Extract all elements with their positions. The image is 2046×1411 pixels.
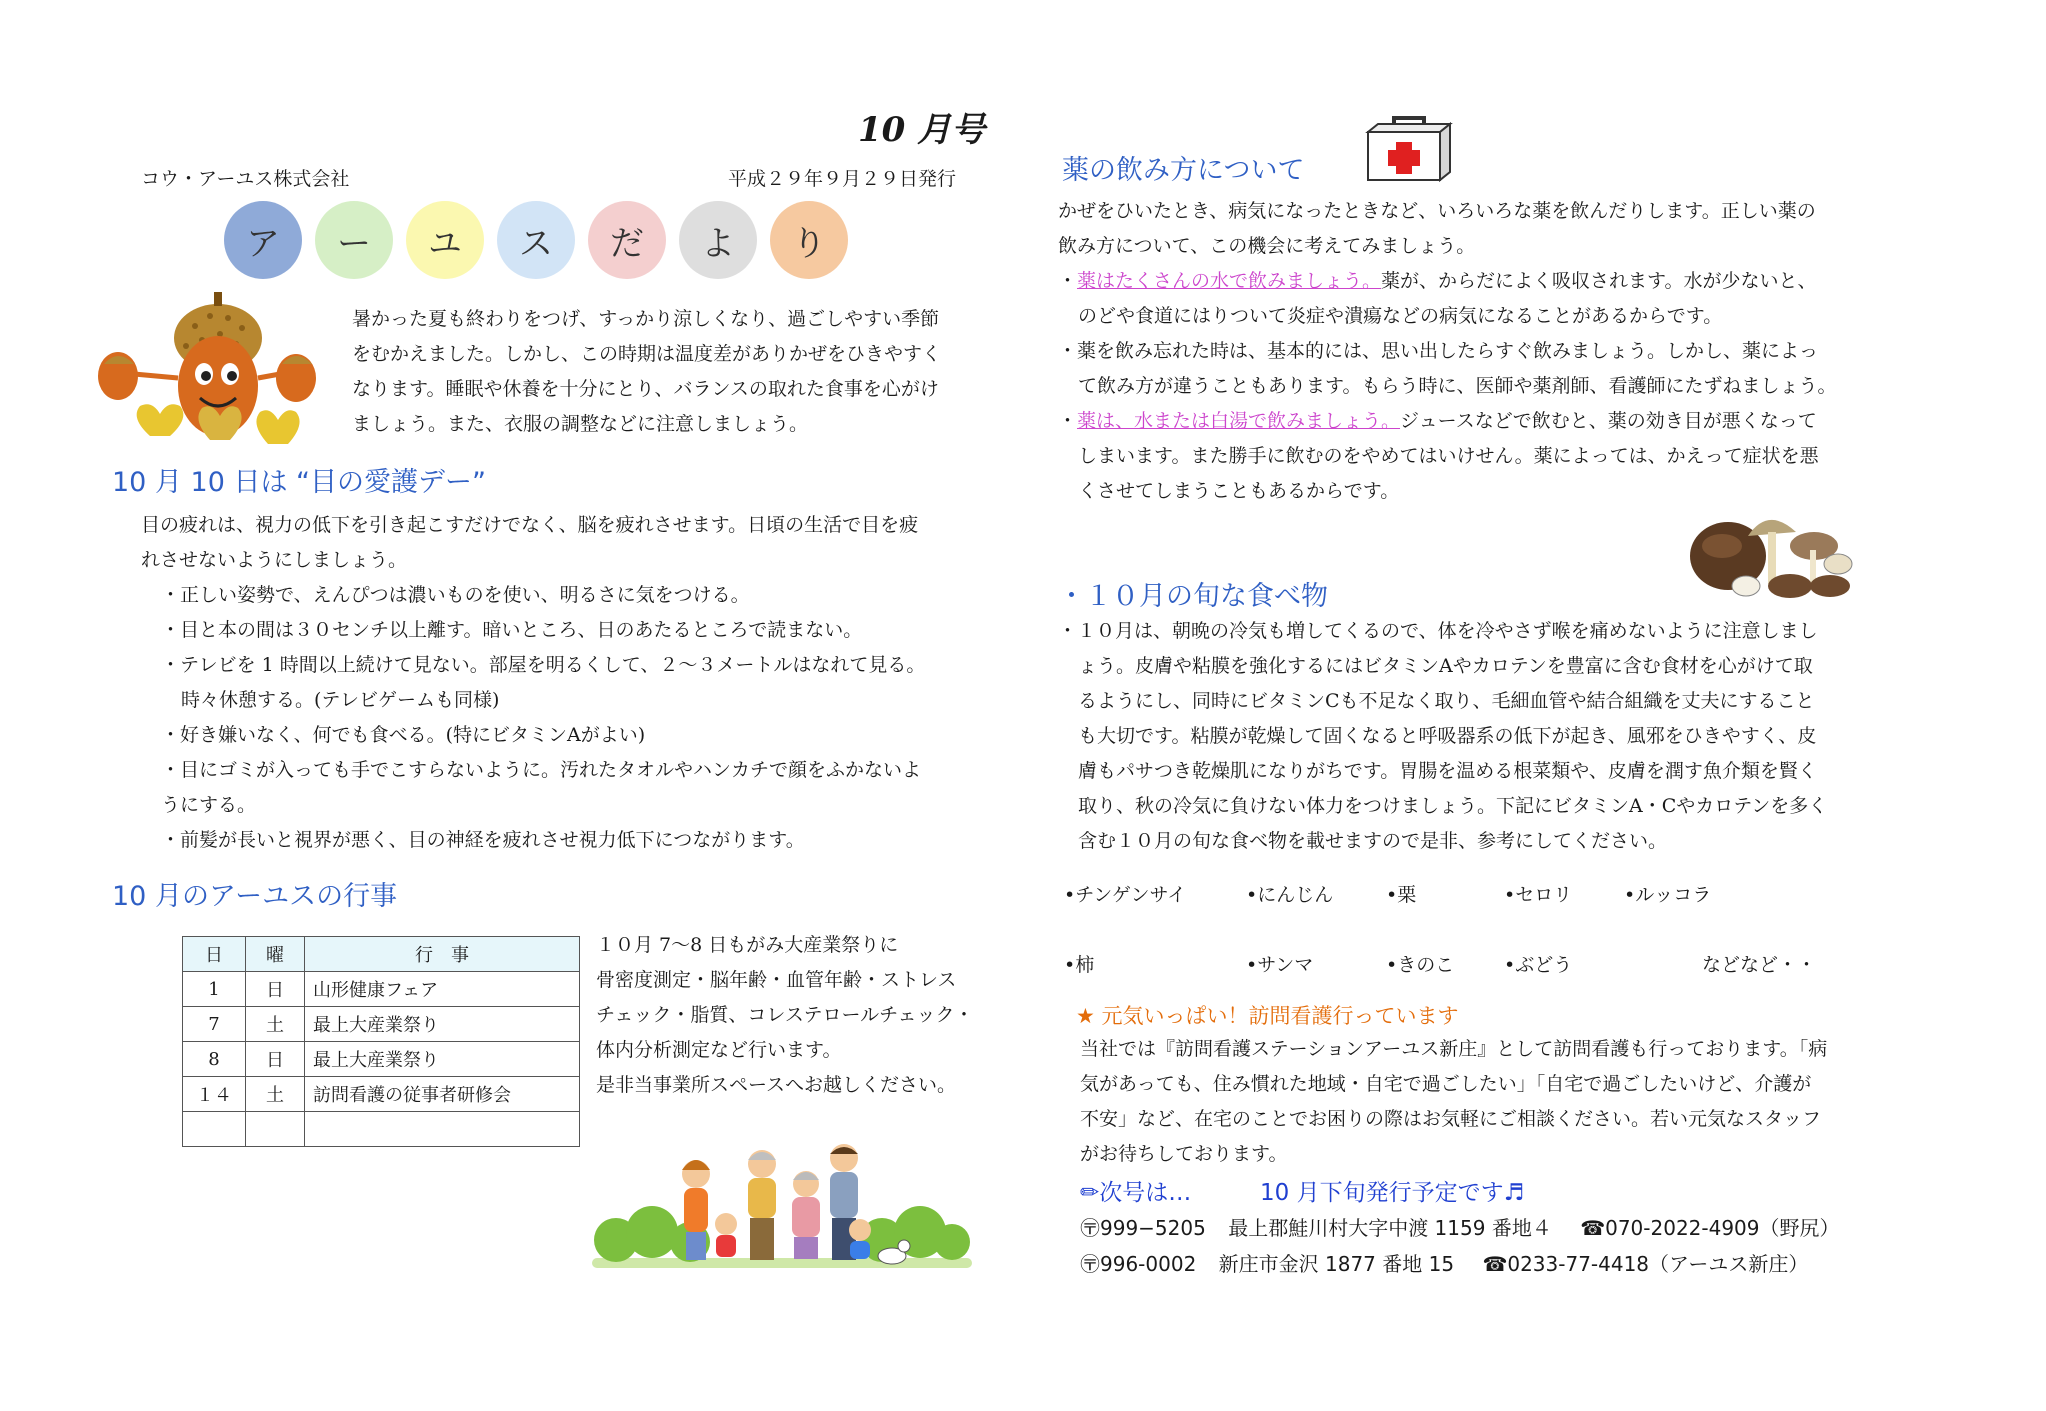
table-cell <box>183 1112 246 1147</box>
medicine-point-line: のどや食道にはりついて炎症や潰瘍などの病気になることがあるからです。 <box>1078 305 1723 327</box>
table-cell: 山形健康フェア <box>305 972 580 1007</box>
food-line: ょう。皮膚や粘膜を強化するにはビタミンAやカロテンを豊富に含む食材を心がけて取 <box>1078 655 1813 677</box>
table-row <box>183 972 580 1007</box>
eye-day-line: ・目と本の間は３０センチ以上離す。暗いところ、日のあたるところで読まない。 <box>161 619 863 641</box>
food-item: •きのこ <box>1386 954 1455 976</box>
table-row <box>183 1042 580 1077</box>
food-item: •柿 <box>1064 954 1095 976</box>
eye-day-line: 目の疲れは、視力の低下を引き起こすだけでなく、脳を疲れさせます。日頃の生活で目を疲 <box>141 514 919 536</box>
table-cell: 最上大産業祭り <box>305 1042 580 1077</box>
eye-day-line: れさせないようにしましょう。 <box>141 549 408 571</box>
table-row <box>183 1077 580 1112</box>
eye-day-line: ・テレビを 1 時間以上続けて見ない。部屋を明るくして、２～３メートルはなれて見る。 <box>161 654 926 676</box>
table-cell <box>305 1112 580 1147</box>
intro-line: ましょう。また、衣服の調整などに注意しましょう。 <box>352 413 809 435</box>
food-item: •ルッコラ <box>1624 884 1712 906</box>
medicine-heading: 薬の飲み方について <box>1062 155 1305 186</box>
food-item: •チンゲンサイ <box>1064 884 1187 906</box>
address: 最上郡鮭川村大字中渡 1159 番地４ <box>1228 1216 1552 1240</box>
events-note <box>596 928 974 1103</box>
table-cell: 日 <box>246 1042 305 1077</box>
next-issue-label: ✏次号は… <box>1080 1180 1192 1206</box>
title-circle: ス <box>497 201 575 279</box>
nursing-line: がお待ちしております。 <box>1080 1143 1288 1165</box>
medicine-point-line: しまいます。また勝手に飲むのをやめてはいけせん。薬によっては、かえって症状を悪 <box>1078 445 1819 467</box>
postal-code: 〶996-0002 <box>1080 1252 1197 1276</box>
eye-day-body <box>141 508 925 858</box>
title-circle: り <box>770 201 848 279</box>
highlight-text: 薬はたくさんの水で飲みましょう。 <box>1077 270 1382 292</box>
eye-day-line: うにする。 <box>161 794 257 816</box>
title-circle: ユ <box>406 201 484 279</box>
food-line: も大切です。粘膜が乾燥して固くなると呼吸器系の低下が起き、風邪をひきやすく、皮 <box>1078 725 1817 747</box>
events-note-line: 是非当事業所スペースへお越しください。 <box>596 1074 957 1096</box>
eye-day-line: ・好き嫌いなく、何でも食べる。(特にビタミンAがよい) <box>161 724 646 746</box>
table-cell: 7 <box>183 1007 246 1042</box>
bullet: ・ <box>1058 270 1078 292</box>
table-cell: 日 <box>246 972 305 1007</box>
food-line: ・１０月は、朝晩の冷気も増してくるので、体を冷やさず喉を痛めないように注意しまし <box>1058 620 1818 642</box>
medicine-point-text: ジュースなどで飲むと、薬の効き目が悪くなって <box>1400 410 1817 432</box>
contact-line <box>1080 1212 1840 1241</box>
eye-day-line: ・目にゴミが入っても手でこすらないように。汚れたタオルやハンカチで顔をふかないよ <box>161 759 922 781</box>
medicine-body <box>1058 194 1836 509</box>
food-body <box>1058 614 1827 859</box>
food-line: 含む１０月の旬な食べ物を載せますので是非、参考にしてください。 <box>1078 830 1668 852</box>
table-cell: １４ <box>183 1077 246 1112</box>
intro-line: なります。睡眠や休養を十分にとり、バランスの取れた食事を心がけ <box>352 378 939 400</box>
medicine-point-3 <box>1058 404 1836 439</box>
column-header: 行 事 <box>305 937 580 972</box>
table-row <box>183 1007 580 1042</box>
title-circle: ア <box>224 201 302 279</box>
medicine-point-line: て飲み方が違うこともあります。もらう時に、医師や薬剤師、看護師にたずねましょう。 <box>1078 375 1837 397</box>
issue-date: 平成２９年９月２９日発行 <box>728 168 957 190</box>
title-circle: だ <box>588 201 666 279</box>
eye-day-line: ・前髪が長いと視界が悪く、目の神経を疲れさせ視力低下につながります。 <box>161 829 805 851</box>
eye-day-line: ・正しい姿勢で、えんぴつは濃いものを使い、明るさに気をつける。 <box>161 584 750 606</box>
eye-day-heading: 10 月 10 日は “目の愛護デー” <box>112 467 487 498</box>
next-issue-text: 10 月下旬発行予定です♬ <box>1260 1180 1525 1206</box>
medicine-point-line: くさせてしまうこともあるからです。 <box>1078 480 1400 502</box>
column-header: 曜 <box>246 937 305 972</box>
food-line: るようにし、同時にビタミンCも不足なく取り、毛細血管や結合組織を丈夫にすること <box>1078 690 1815 712</box>
mushrooms-illustration <box>1688 506 1856 598</box>
events-note-line: チェック・脂質、コレステロールチェック・ <box>596 1004 974 1026</box>
acorn-mascot-illustration <box>90 268 325 458</box>
issue-title: 10 月号 <box>858 110 986 150</box>
postal-code: 〶999−5205 <box>1080 1216 1206 1240</box>
table-cell: 土 <box>246 1077 305 1112</box>
events-note-line: １０月 7～8 日もがみ大産業祭りに <box>596 934 899 956</box>
food-line: 膚もパサつき乾燥肌になりがちです。胃腸を温める根菜類や、皮膚を潤す魚介類を賢く <box>1078 760 1817 782</box>
food-item: •サンマ <box>1246 954 1314 976</box>
food-item: などなど・・ <box>1702 954 1817 976</box>
table-cell: 訪問看護の従事者研修会 <box>305 1077 580 1112</box>
table-header-row <box>183 937 580 972</box>
events-table <box>182 936 580 1147</box>
company-name: コウ・アーユス株式会社 <box>141 168 350 190</box>
address: 新庄市金沢 1877 番地 15 <box>1218 1252 1455 1276</box>
first-aid-kit-icon <box>1364 112 1454 184</box>
medicine-intro-line: 飲み方について、この機会に考えてみましょう。 <box>1058 235 1476 257</box>
events-note-line: 骨密度測定・脳年齢・血管年齢・ストレス <box>596 969 957 991</box>
medicine-point-1 <box>1058 264 1836 299</box>
food-line: 取り、秋の冷気に負けない体力をつけましょう。下記にビタミンA・Cやカロテンを多く <box>1078 795 1828 817</box>
food-heading: ・１０月の旬な食べ物 <box>1058 581 1328 612</box>
phone-number: ☎070-2022-4909（野尻） <box>1580 1216 1840 1240</box>
intro-line: をむかえました。しかし、この時期は温度差がありかぜをひきやすく <box>352 343 942 365</box>
contact-line <box>1080 1248 1808 1277</box>
nursing-line: 当社では『訪問看護ステーションアーユス新庄』として訪問看護も行っております。「病 <box>1080 1038 1828 1060</box>
table-cell: 最上大産業祭り <box>305 1007 580 1042</box>
events-heading: 10 月のアーユスの行事 <box>112 881 398 912</box>
table-row <box>183 1112 580 1147</box>
food-item: •にんじん <box>1246 884 1334 906</box>
title-circle: よ <box>679 201 757 279</box>
nursing-line: 不安」など、在宅のことでお困りの際はお気軽にご相談ください。若い元気なスタッフ <box>1080 1108 1822 1130</box>
table-cell: 土 <box>246 1007 305 1042</box>
intro-line: 暑かった夏も終わりをつげ、すっかり涼しくなり、過ごしやすい季節 <box>352 308 940 330</box>
table-cell: 1 <box>183 972 246 1007</box>
title-circle: ー <box>315 201 393 279</box>
table-cell: 8 <box>183 1042 246 1077</box>
food-item: •栗 <box>1386 884 1417 906</box>
medicine-intro-line: かぜをひいたとき、病気になったときなど、いろいろな薬を飲んだりします。正しい薬の <box>1058 200 1816 222</box>
highlight-text: 薬は、水または白湯で飲みましょう。 <box>1077 410 1401 432</box>
nursing-heading: ★ 元気いっぱい！訪問看護行っています <box>1076 1004 1459 1028</box>
nursing-body <box>1080 1032 1827 1172</box>
medicine-point-text: 薬が、からだによく吸収されます。水が少ないと、 <box>1381 270 1817 292</box>
bullet: ・ <box>1058 410 1078 432</box>
food-item: •セロリ <box>1504 884 1573 906</box>
nursing-line: 気があっても、住み慣れた地域・自宅で過ごしたい」「自宅で過ごしたいけど、介護が <box>1080 1073 1812 1095</box>
table-cell <box>246 1112 305 1147</box>
food-item: •ぶどう <box>1504 954 1573 976</box>
column-header: 日 <box>183 937 246 972</box>
eye-day-line: 時々休憩する。(テレビゲームも同様) <box>181 689 500 711</box>
intro-paragraph <box>352 302 941 442</box>
phone-number: ☎0233-77-4418（アーユス新庄） <box>1482 1252 1809 1276</box>
events-note-line: 体内分析測定など行います。 <box>596 1039 842 1061</box>
medicine-point-line: ・薬を飲み忘れた時は、基本的には、思い出したらすぐ飲みましょう。しかし、薬によっ <box>1058 340 1819 362</box>
family-illustration <box>592 1140 972 1272</box>
